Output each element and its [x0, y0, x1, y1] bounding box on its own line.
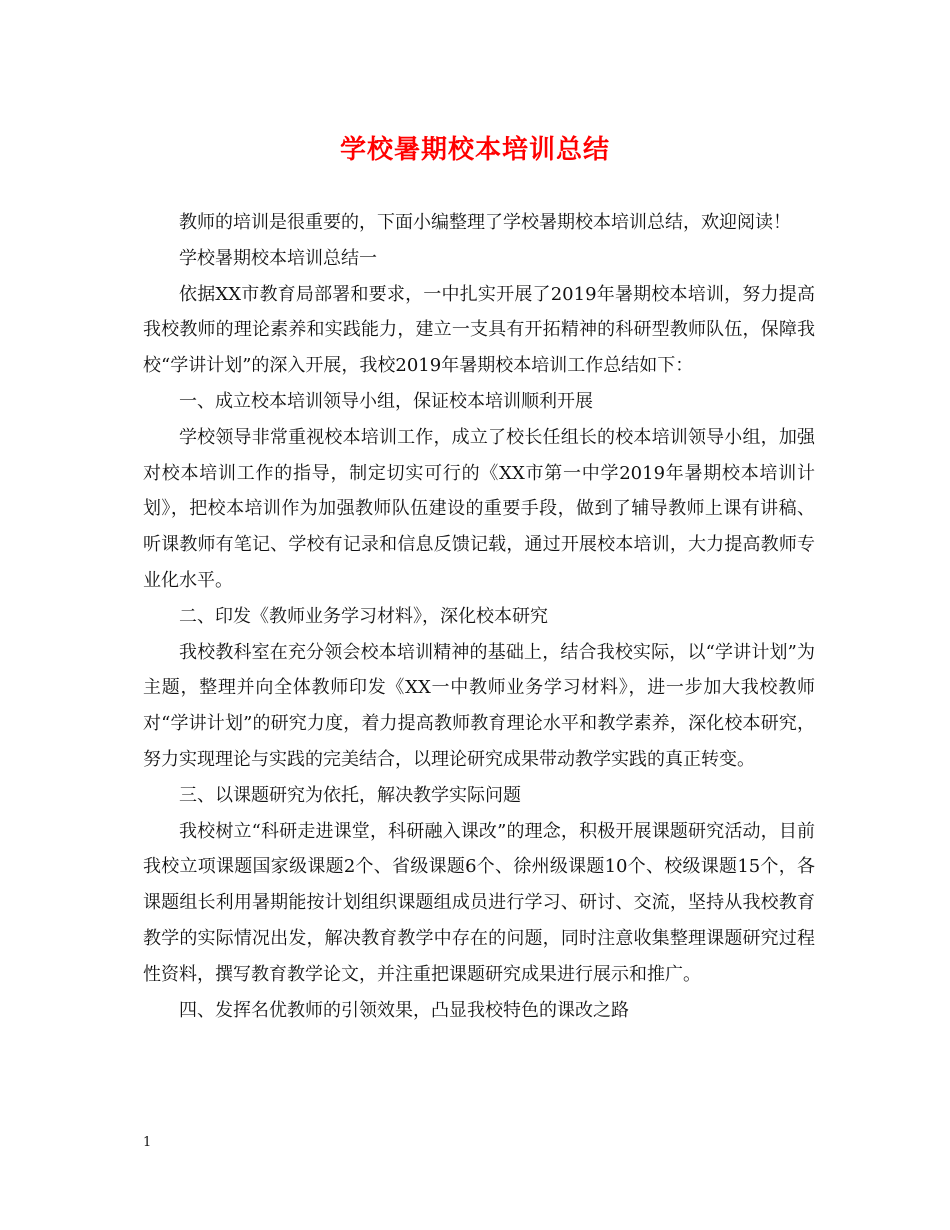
paragraph-section-2: 我校教科室在充分领会校本培训精神的基础上，结合我校实际，以“学讲计划”为主题，整理并向全体教师印发《XX一中教师业务学习材料》，进一步加大我校教师对“学讲计划”的研究力度，着力提高教师教育理论水平和教学素养，深化校本研究，努力实现理论与实践的完美结合，以理论研究成果带动教学实践的真正转变。: [143, 641, 815, 770]
document-body: [143, 205, 815, 1028]
paragraph-subtitle: 学校暑期校本培训总结一: [179, 247, 377, 269]
paragraph-intro: 教师的培训是很重要的，下面小编整理了学校暑期校本培训总结，欢迎阅读！: [179, 212, 791, 233]
page-number: 1: [143, 1135, 152, 1150]
section-heading-4: 四、发挥名优教师的引领效果，凸显我校特色的课改之路: [179, 999, 629, 1021]
section-heading-1: 一、成立校本培训领导小组，保证校本培训顺利开展: [179, 390, 593, 412]
paragraph-section-3: 我校树立“科研走进课堂，科研融入课改”的理念，积极开展课题研究活动，目前我校立项课题国家级课题2个、省级课题6个、徐州级课题10个、校级课题15个，各课题组长利用暑期能按计划组织课题组成员进行学习、研讨、交流，坚持从我校教育教学的实际情况出发，解决教育教学中存在的问题，同时注意收集整理课题研究过程性资料，撰写教育教学论文，并注重把课题研究成果进行展示和推广。: [143, 820, 815, 985]
paragraph-opening: 依据XX市教育局部署和要求，一中扎实开展了2019年暑期校本培训，努力提高我校教师的理论素养和实践能力，建立一支具有开拓精神的科研型教师队伍，保障我校“学讲计划”的深入开展，我校2019年暑期校本培训工作总结如下：: [143, 283, 815, 377]
section-heading-3: 三、以课题研究为依托，解决教学实际问题: [179, 784, 521, 806]
paragraph-section-1: 学校领导非常重视校本培训工作，成立了校长任组长的校本培训领导小组，加强对校本培训工作的指导，制定切实可行的《XX市第一中学2019年暑期校本培训计划》，把校本培训作为加强教师队伍建设的重要手段，做到了辅导教师上课有讲稿、听课教师有笔记、学校有记录和信息反馈记载，通过开展校本培训，大力提高教师专业化水平。: [143, 426, 815, 591]
document-title: 学校暑期校本培训总结: [339, 135, 610, 165]
section-heading-2: 二、印发《教师业务学习材料》，深化校本研究: [179, 605, 548, 627]
